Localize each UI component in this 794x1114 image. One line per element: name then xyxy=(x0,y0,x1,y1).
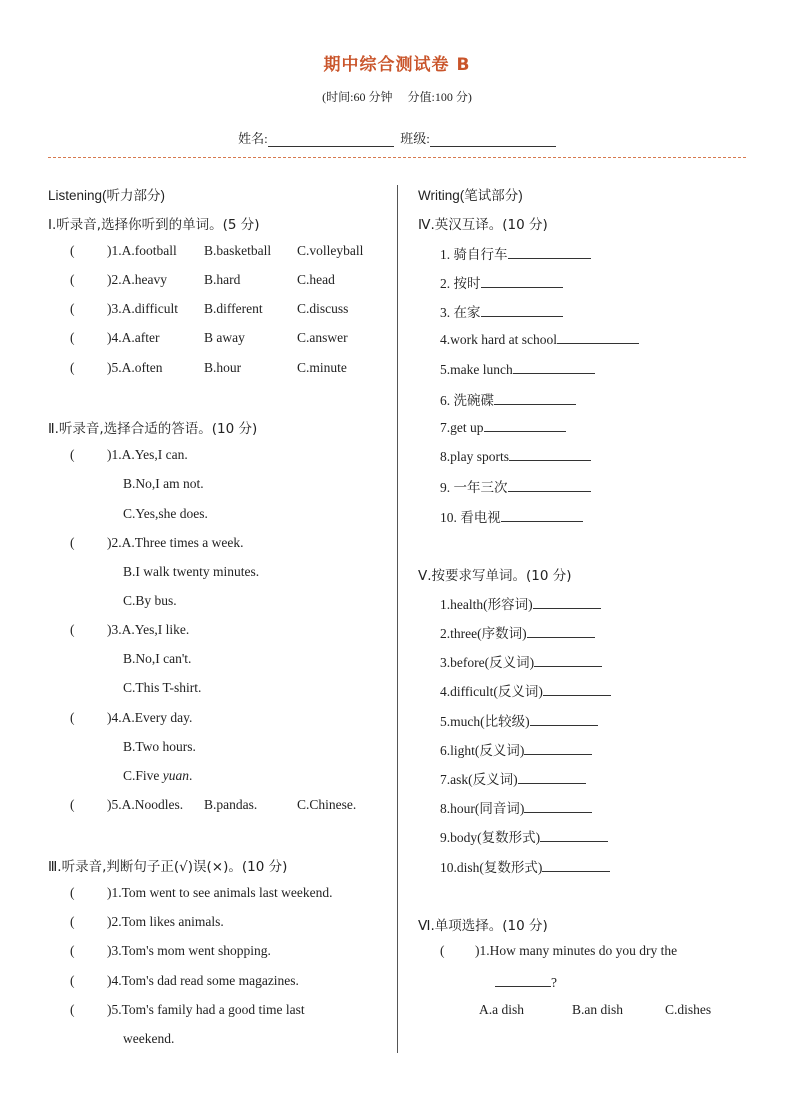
name-label: 姓名: xyxy=(238,131,268,146)
option-c: C.answer xyxy=(297,330,348,345)
word-item xyxy=(440,651,602,671)
item-text: 1.health(形容词) xyxy=(440,597,533,612)
option-a: )2.A.Three times a week. xyxy=(107,535,244,550)
option-a: )5.A.Noodles. xyxy=(107,797,184,812)
statement: )2.Tom likes animals. xyxy=(107,914,224,929)
option-b: B.Two hours. xyxy=(123,739,196,754)
item-text: 9.body(复数形式) xyxy=(440,830,541,845)
answer-line[interactable] xyxy=(484,418,566,432)
option-b: B.pandas. xyxy=(204,797,258,812)
translation-item xyxy=(440,447,591,465)
translation-item xyxy=(440,243,591,263)
answer-paren[interactable]: ( xyxy=(70,710,75,725)
option-b: B.basketball xyxy=(204,243,272,258)
item-text: 10. 看电视 xyxy=(440,510,501,525)
answer-paren[interactable]: ( xyxy=(70,360,75,375)
exam-info: (时间:60 分钟 分值:100 分) xyxy=(322,90,472,104)
item-text: 8.play sports xyxy=(440,449,509,464)
statement: )5.Tom's family had a good time last xyxy=(107,1002,305,1017)
answer-line[interactable] xyxy=(557,330,639,344)
option-c: C.minute xyxy=(297,360,347,375)
option-c-prefix: C.Five xyxy=(123,768,163,783)
translation-item xyxy=(440,360,595,378)
item-text: 10.dish(复数形式) xyxy=(440,860,543,875)
answer-line[interactable] xyxy=(508,245,591,259)
item-text: 9. 一年三次 xyxy=(440,480,508,495)
answer-paren[interactable]: ( xyxy=(70,914,75,929)
option-b: B.No,I can't. xyxy=(123,651,192,666)
section-2-title: Ⅱ.听录音,选择合适的答语。(10 分) xyxy=(48,421,258,437)
answer-paren[interactable]: ( xyxy=(70,272,75,287)
translation-item xyxy=(440,506,583,526)
translation-item xyxy=(440,301,563,321)
item-text: 3.before(反义词) xyxy=(440,655,535,670)
answer-paren[interactable]: ( xyxy=(70,301,75,316)
word-item xyxy=(440,622,595,642)
answer-line[interactable] xyxy=(494,391,576,405)
section-1-title: Ⅰ.听录音,选择你听到的单词。(5 分) xyxy=(48,217,260,233)
option-a: )3.A.Yes,I like. xyxy=(107,622,190,637)
translation-item xyxy=(440,272,563,292)
option-a: )4.A.after xyxy=(107,330,160,345)
listening-part-title: Listening(听力部分) xyxy=(48,188,166,203)
word-item xyxy=(440,797,592,817)
statement-continued: weekend. xyxy=(123,1031,175,1046)
answer-line[interactable] xyxy=(534,653,602,667)
item-text: 5.much(比较级) xyxy=(440,714,530,729)
option-a: )1.A.football xyxy=(107,243,177,258)
item-text: 2.three(序数词) xyxy=(440,626,527,641)
answer-line[interactable] xyxy=(481,303,563,317)
answer-paren[interactable]: ( xyxy=(70,797,75,812)
answer-paren[interactable]: ( xyxy=(440,943,445,958)
section-4-title: Ⅳ.英汉互译。(10 分) xyxy=(418,217,548,233)
word-item xyxy=(440,768,586,788)
item-text: 7.get up xyxy=(440,420,484,435)
answer-line[interactable] xyxy=(524,799,592,813)
option-c xyxy=(123,768,192,784)
answer-line[interactable] xyxy=(481,274,563,288)
item-text: 4.difficult(反义词) xyxy=(440,684,543,699)
word-item xyxy=(440,593,601,613)
answer-line[interactable] xyxy=(530,712,598,726)
answer-paren[interactable]: ( xyxy=(70,885,75,900)
option-a: A.a dish xyxy=(479,1002,524,1017)
option-c: C.Chinese. xyxy=(297,797,357,812)
word-item xyxy=(440,826,608,846)
option-c: C.Yes,she does. xyxy=(123,506,208,521)
class-blank[interactable] xyxy=(430,132,556,147)
translation-item xyxy=(440,330,639,348)
answer-paren[interactable]: ( xyxy=(70,243,75,258)
answer-line[interactable] xyxy=(533,595,601,609)
answer-line[interactable] xyxy=(540,828,608,842)
option-a: )3.A.difficult xyxy=(107,301,178,316)
item-text: 2. 按时 xyxy=(440,276,481,291)
answer-paren[interactable]: ( xyxy=(70,622,75,637)
option-a: )5.A.often xyxy=(107,360,163,375)
class-label: 班级: xyxy=(400,131,430,146)
page-title: 期中综合测试卷 B xyxy=(323,55,471,75)
answer-paren[interactable]: ( xyxy=(70,535,75,550)
item-text: 1. 骑自行车 xyxy=(440,247,508,262)
answer-line[interactable] xyxy=(518,770,586,784)
item-text: 4.work hard at school xyxy=(440,332,557,347)
answer-paren[interactable]: ( xyxy=(70,1002,75,1017)
option-b: B.I walk twenty minutes. xyxy=(123,564,260,579)
item-text: 6. 洗碗碟 xyxy=(440,393,494,408)
word-item xyxy=(440,856,610,876)
option-c: C.dishes xyxy=(665,1002,712,1017)
answer-paren[interactable]: ( xyxy=(70,943,75,958)
option-c: C.discuss xyxy=(297,301,349,316)
word-item xyxy=(440,739,592,759)
answer-paren[interactable]: ( xyxy=(70,330,75,345)
option-b: B.different xyxy=(204,301,263,316)
statement: )3.Tom's mom went shopping. xyxy=(107,943,271,958)
answer-line[interactable] xyxy=(501,508,583,522)
option-c: C.head xyxy=(297,272,335,287)
question-mark: ? xyxy=(551,975,557,990)
answer-line[interactable] xyxy=(543,682,611,696)
answer-line[interactable] xyxy=(527,624,595,638)
option-c: C.volleyball xyxy=(297,243,364,258)
answer-paren[interactable]: ( xyxy=(70,973,75,988)
section-3-title: Ⅲ.听录音,判断句子正(√)误(×)。(10 分) xyxy=(48,859,288,875)
option-b: B.No,I am not. xyxy=(123,476,204,491)
word-item xyxy=(440,680,611,700)
option-c: C.This T-shirt. xyxy=(123,680,202,695)
question-blank[interactable] xyxy=(495,973,551,987)
item-text: 7.ask(反义词) xyxy=(440,772,518,787)
header-divider xyxy=(48,157,746,158)
column-divider xyxy=(397,185,398,1053)
writing-part-title: Writing(笔试部分) xyxy=(418,188,523,203)
translation-item xyxy=(440,389,576,409)
option-b: B.hour xyxy=(204,360,242,375)
option-c-italic: yuan xyxy=(162,768,190,783)
section-5-title: Ⅴ.按要求写单词。(10 分) xyxy=(418,568,572,584)
word-item xyxy=(440,710,598,730)
statement: )4.Tom's dad read some magazines. xyxy=(107,973,299,988)
statement: )1.Tom went to see animals last weekend. xyxy=(107,885,333,900)
answer-line[interactable] xyxy=(524,741,592,755)
option-a: )1.A.Yes,I can. xyxy=(107,447,188,462)
option-b: B away xyxy=(204,330,245,345)
question-blank-row xyxy=(495,973,557,991)
item-text: 8.hour(同音词) xyxy=(440,801,525,816)
option-a: )4.A.Every day. xyxy=(107,710,193,725)
name-blank[interactable] xyxy=(268,132,394,147)
option-c: C.By bus. xyxy=(123,593,177,608)
answer-line[interactable] xyxy=(513,360,595,374)
item-text: 6.light(反义词) xyxy=(440,743,525,758)
answer-line[interactable] xyxy=(542,858,610,872)
translation-item xyxy=(440,476,591,496)
option-c-suffix: . xyxy=(189,768,193,783)
item-text: 5.make lunch xyxy=(440,362,513,377)
item-text: 3. 在家 xyxy=(440,305,481,320)
answer-paren[interactable]: ( xyxy=(70,447,75,462)
option-b: B.an dish xyxy=(572,1002,624,1017)
option-a: )2.A.heavy xyxy=(107,272,167,287)
option-b: B.hard xyxy=(204,272,241,287)
section-6-title: Ⅵ.单项选择。(10 分) xyxy=(418,918,548,934)
answer-line[interactable] xyxy=(509,447,591,461)
translation-item xyxy=(440,418,566,436)
question-text: )1.How many minutes do you dry the xyxy=(475,943,678,958)
name-class-row xyxy=(0,128,794,147)
answer-line[interactable] xyxy=(508,478,591,492)
